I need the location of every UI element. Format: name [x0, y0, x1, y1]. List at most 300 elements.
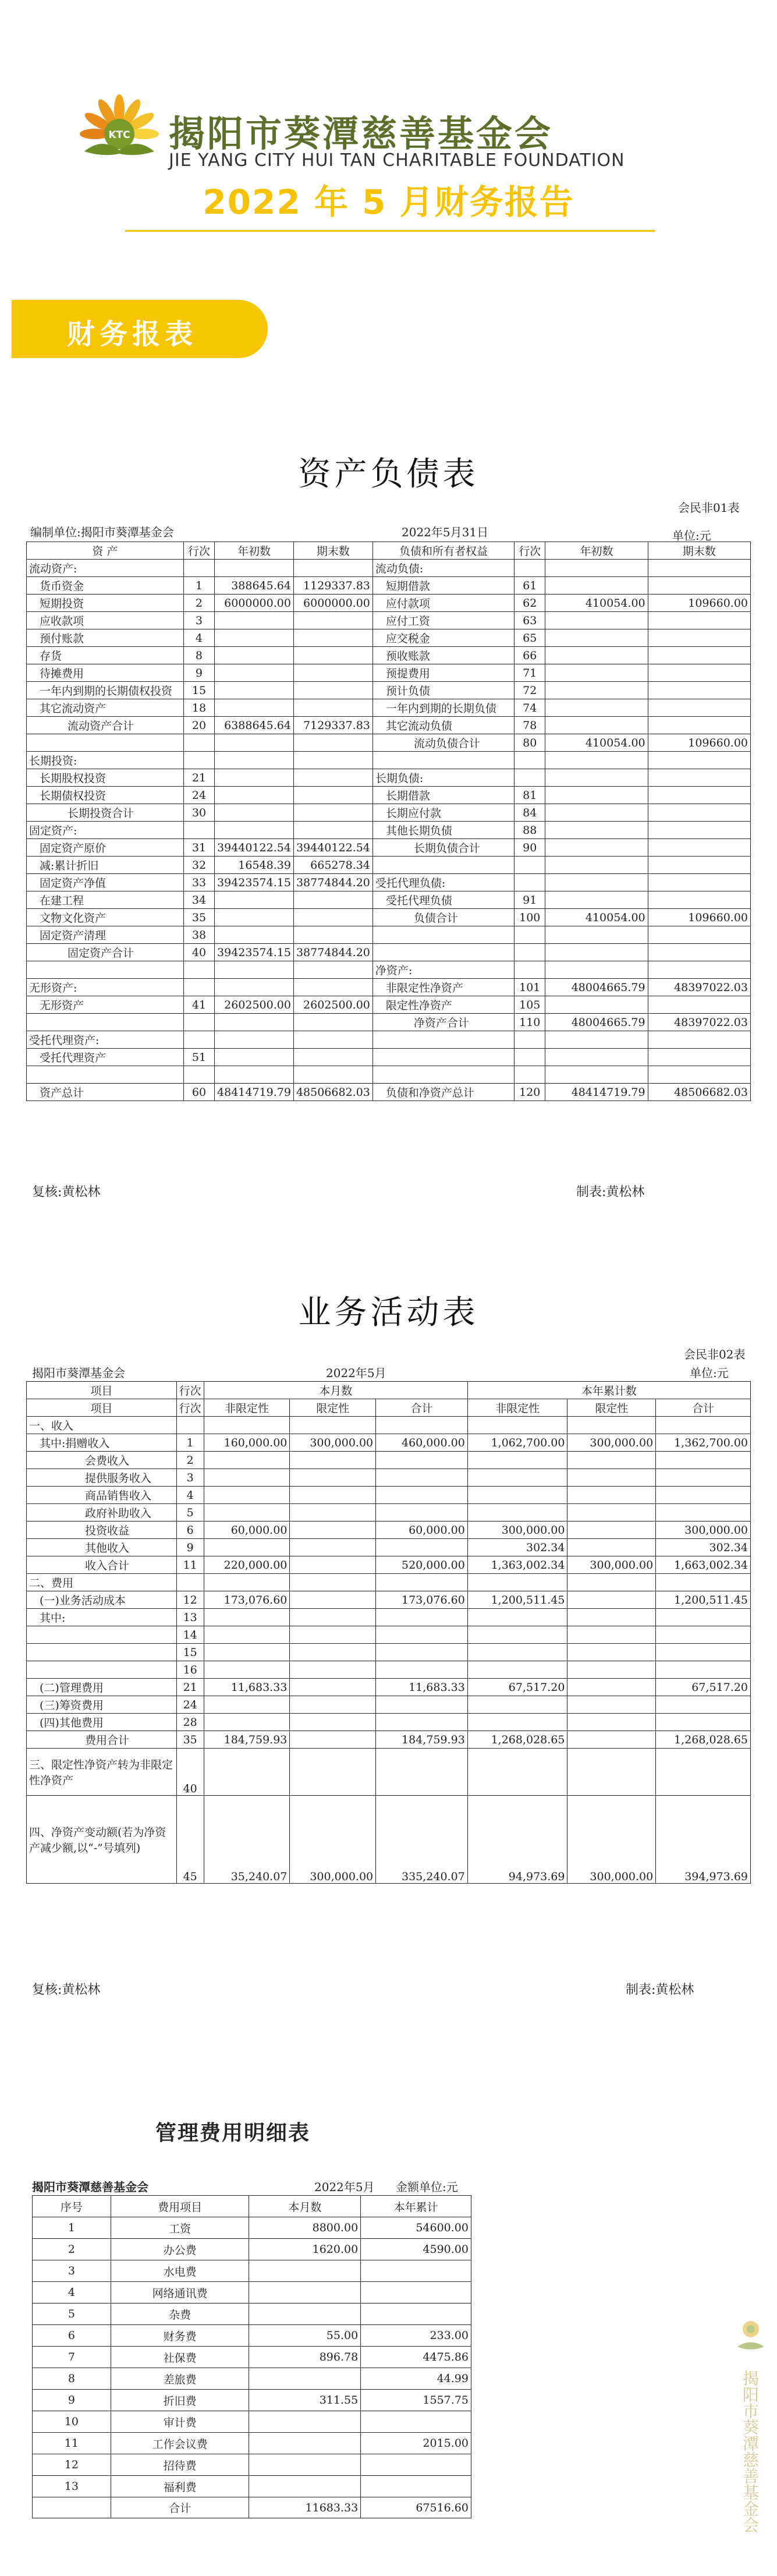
- admin-row: [33, 2347, 471, 2368]
- balance-cell: 15: [183, 682, 214, 699]
- activity-cell: [467, 1452, 567, 1469]
- balance-cell: [648, 787, 750, 804]
- balance-cell: 39423574.15: [215, 944, 294, 961]
- balance-cell: 81: [515, 787, 545, 804]
- activity-cell: 4: [176, 1487, 204, 1504]
- activity-cell: 14: [176, 1626, 204, 1644]
- balance-cell: 48004665.79: [545, 979, 648, 996]
- balance-cell: 71: [515, 664, 545, 682]
- balance-row: [27, 944, 751, 961]
- balance-cell: [648, 804, 750, 822]
- balance-cell: 38774844.20: [293, 874, 372, 891]
- activity-row: [27, 1452, 751, 1469]
- activity-cell: [204, 1417, 290, 1434]
- balance-cell: 固定资产原价: [27, 839, 184, 857]
- activity-cell: [567, 1504, 656, 1521]
- balance-cell: [515, 560, 545, 577]
- balance-cell: [648, 1049, 750, 1066]
- activity-cell: 政府补助收入: [27, 1504, 177, 1521]
- balance-header-cell: 负债和所有者权益: [372, 542, 514, 560]
- balance-row: [27, 699, 751, 717]
- activity-cell: [567, 1731, 656, 1749]
- activity-date: 2022年5月: [326, 1366, 386, 1380]
- activity-cell: 28: [176, 1714, 204, 1731]
- activity-cell: [290, 1679, 376, 1696]
- balance-cell: 9: [183, 664, 214, 682]
- activity-cell: [376, 1644, 468, 1661]
- balance-cell: 48414719.79: [215, 1084, 294, 1101]
- balance-cell: 受托代理负债:: [372, 874, 514, 891]
- logo-badge: KTC: [108, 129, 130, 141]
- activity-cell: 其中:捐赠收入: [27, 1434, 177, 1452]
- balance-cell: 39440122.54: [215, 839, 294, 857]
- admin-row: [33, 2325, 471, 2347]
- balance-cell: 32: [183, 857, 214, 874]
- balance-row: [27, 577, 751, 595]
- activity-cell: [467, 1644, 567, 1661]
- admin-cell: 10: [33, 2411, 111, 2433]
- admin-row: [33, 2476, 471, 2497]
- activity-cell: [376, 1539, 468, 1556]
- admin-cell: 折旧费: [111, 2390, 249, 2411]
- balance-cell: [215, 752, 294, 769]
- balance-cell: [545, 612, 648, 629]
- activity-cell: [290, 1731, 376, 1749]
- balance-header-cell: 年初数: [215, 542, 294, 560]
- balance-cell: [515, 1066, 545, 1084]
- balance-cell: 61: [515, 577, 545, 595]
- balance-cell: 90: [515, 839, 545, 857]
- admin-row: [33, 2368, 471, 2390]
- activity-cell: [567, 1574, 656, 1591]
- balance-sheet-table: [26, 542, 751, 1101]
- activity-cell: 520,000.00: [376, 1556, 468, 1574]
- activity-cell: [567, 1539, 656, 1556]
- balance-row: [27, 1084, 751, 1101]
- admin-cell: [249, 2282, 361, 2303]
- activity-cell: [376, 1452, 468, 1469]
- balance-cell: [545, 926, 648, 944]
- balance-header-cell: 期末数: [293, 542, 372, 560]
- balance-unit-label: 编制单位:揭阳市葵潭基金会: [30, 525, 174, 539]
- balance-cell: [515, 1031, 545, 1049]
- activity-row: [27, 1417, 751, 1434]
- balance-cell: [215, 560, 294, 577]
- activity-cell: 提供服务收入: [27, 1469, 177, 1487]
- balance-cell: 预收账款: [372, 647, 514, 664]
- balance-cell: 无形资产: [27, 996, 184, 1014]
- activity-cell: [376, 1487, 468, 1504]
- balance-cell: 110: [515, 1014, 545, 1031]
- balance-cell: 51: [183, 1049, 214, 1066]
- activity-cell: [567, 1487, 656, 1504]
- activity-cell: [376, 1714, 468, 1731]
- balance-row: [27, 891, 751, 909]
- balance-cell: [293, 909, 372, 926]
- balance-cell: [372, 1049, 514, 1066]
- balance-cell: [372, 857, 514, 874]
- activity-row: [27, 1749, 751, 1796]
- activity-cell: 11,683.33: [376, 1679, 468, 1696]
- admin-cell: [249, 2368, 361, 2390]
- activity-cell: 94,973.69: [467, 1796, 567, 1884]
- balance-cell: [183, 1014, 214, 1031]
- activity-cell: 300,000.00: [567, 1434, 656, 1452]
- admin-cell: 896.78: [249, 2347, 361, 2368]
- balance-cell: 应交税金: [372, 629, 514, 647]
- balance-cell: 40: [183, 944, 214, 961]
- balance-cell: [545, 629, 648, 647]
- activity-row: [27, 1731, 751, 1749]
- admin-cell: [249, 2433, 361, 2454]
- activity-head-line: 行次: [176, 1382, 204, 1399]
- activity-cell: 394,973.69: [656, 1796, 751, 1884]
- balance-cell: [648, 926, 750, 944]
- balance-header-cell: 行次: [515, 542, 545, 560]
- activity-cell: [290, 1696, 376, 1714]
- balance-cell: [215, 787, 294, 804]
- balance-cell: [215, 612, 294, 629]
- admin-cell: [249, 2303, 361, 2325]
- balance-cell: [545, 996, 648, 1014]
- activity-cell: 5: [176, 1504, 204, 1521]
- admin-expense-table: [32, 2195, 471, 2518]
- activity-cell: [204, 1504, 290, 1521]
- activity-cell: [376, 1469, 468, 1487]
- balance-cell: [545, 891, 648, 909]
- balance-row: [27, 629, 751, 647]
- balance-cell: 38774844.20: [293, 944, 372, 961]
- balance-header-cell: 年初数: [545, 542, 648, 560]
- balance-cell: [215, 1049, 294, 1066]
- activity-cell: [656, 1574, 751, 1591]
- balance-cell: [215, 664, 294, 682]
- activity-header-cell: 非限定性: [204, 1399, 290, 1417]
- balance-cell: [215, 822, 294, 839]
- activity-cell: 13: [176, 1609, 204, 1626]
- balance-cell: [648, 629, 750, 647]
- activity-cell: [176, 1417, 204, 1434]
- activity-cell: [567, 1626, 656, 1644]
- balance-cell: 48414719.79: [545, 1084, 648, 1101]
- activity-cell: 300,000.00: [567, 1796, 656, 1884]
- activity-cell: 1,200,511.45: [467, 1591, 567, 1609]
- activity-cell: [204, 1644, 290, 1661]
- activity-cell: [467, 1626, 567, 1644]
- admin-total-blank: [33, 2497, 111, 2518]
- balance-cell: [648, 682, 750, 699]
- balance-row: [27, 664, 751, 682]
- balance-row: [27, 1031, 751, 1049]
- activity-cell: 投资收益: [27, 1521, 177, 1539]
- activity-cell: (三)筹资费用: [27, 1696, 177, 1714]
- activity-cell: [467, 1714, 567, 1731]
- balance-cell: [545, 1031, 648, 1049]
- activity-head-item: 项目: [27, 1382, 177, 1399]
- balance-cell: 流动资产:: [27, 560, 184, 577]
- balance-cell: 18: [183, 699, 214, 717]
- activity-cell: 173,076.60: [204, 1591, 290, 1609]
- balance-cell: [515, 961, 545, 979]
- balance-cell: 2602500.00: [215, 996, 294, 1014]
- balance-cell: 1: [183, 577, 214, 595]
- balance-cell: 固定资产净值: [27, 874, 184, 891]
- admin-cell: 9: [33, 2390, 111, 2411]
- admin-cell: [361, 2411, 471, 2433]
- section-title: 财务报表: [67, 318, 198, 351]
- balance-cell: 长期应付款: [372, 804, 514, 822]
- activity-cell: [376, 1574, 468, 1591]
- balance-cell: 非限定性净资产: [372, 979, 514, 996]
- admin-cell: 1: [33, 2217, 111, 2239]
- activity-cell: [290, 1487, 376, 1504]
- admin-cell: [249, 2454, 361, 2476]
- balance-cell: 62: [515, 595, 545, 612]
- activity-cell: 1,663,002.34: [656, 1556, 751, 1574]
- admin-cell: 1557.75: [361, 2390, 471, 2411]
- activity-cell: 220,000.00: [204, 1556, 290, 1574]
- activity-cell: [567, 1696, 656, 1714]
- activity-cell: [467, 1504, 567, 1521]
- balance-cell: 20: [183, 717, 214, 734]
- balance-cell: [545, 577, 648, 595]
- balance-cell: [293, 822, 372, 839]
- activity-header-cell: 行次: [176, 1399, 204, 1417]
- activity-cell: [290, 1504, 376, 1521]
- activity-cell: 3: [176, 1469, 204, 1487]
- balance-cell: [293, 734, 372, 752]
- admin-cell: 11: [33, 2433, 111, 2454]
- balance-cell: 文物文化资产: [27, 909, 184, 926]
- balance-sheet-title: 资产负债表: [298, 455, 479, 493]
- activity-cell: [467, 1696, 567, 1714]
- org-name: 揭阳市葵潭慈善基金会: [169, 112, 554, 155]
- activity-cell: [467, 1609, 567, 1626]
- balance-cell: 16548.39: [215, 857, 294, 874]
- balance-cell: [372, 752, 514, 769]
- admin-currency: 金额单位:元: [396, 2180, 458, 2194]
- balance-row: [27, 857, 751, 874]
- balance-row: [27, 769, 751, 787]
- activity-unit-label: 揭阳市葵潭基金会: [32, 1366, 125, 1380]
- balance-cell: [293, 647, 372, 664]
- activity-cell: 四、净资产变动额(若为净资产减少额,以“-”号填列): [27, 1796, 177, 1884]
- activity-row: [27, 1626, 751, 1644]
- balance-cell: [648, 944, 750, 961]
- admin-row: [33, 2260, 471, 2282]
- balance-cell: 净资产:: [372, 961, 514, 979]
- admin-row: [33, 2303, 471, 2325]
- balance-cell: 48506682.03: [293, 1084, 372, 1101]
- admin-cell: 1620.00: [249, 2239, 361, 2260]
- admin-total-year: 67516.60: [361, 2497, 471, 2518]
- activity-cell: [567, 1469, 656, 1487]
- balance-cell: 长期负债:: [372, 769, 514, 787]
- activity-cell: 三、限定性净资产转为非限定性净资产: [27, 1749, 177, 1796]
- balance-row: [27, 804, 751, 822]
- admin-cell: 6: [33, 2325, 111, 2347]
- activity-cell: 300,000.00: [290, 1434, 376, 1452]
- balance-cell: [215, 909, 294, 926]
- activity-cell: 67,517.20: [656, 1679, 751, 1696]
- balance-cell: 限定性净资产: [372, 996, 514, 1014]
- activity-header-cell: 合计: [376, 1399, 468, 1417]
- balance-cell: 30: [183, 804, 214, 822]
- watermark-logo-icon: [736, 2306, 765, 2364]
- activity-cell: [290, 1521, 376, 1539]
- admin-cell: 工作会议费: [111, 2433, 249, 2454]
- admin-cell: 网络通讯费: [111, 2282, 249, 2303]
- activity-header-cell: 非限定性: [467, 1399, 567, 1417]
- balance-cell: 长期借款: [372, 787, 514, 804]
- activity-row: [27, 1487, 751, 1504]
- activity-row: [27, 1469, 751, 1487]
- activity-row: [27, 1679, 751, 1696]
- balance-cell: [648, 664, 750, 682]
- balance-cell: 减:累计折旧: [27, 857, 184, 874]
- balance-cell: 应收款项: [27, 612, 184, 629]
- balance-cell: [293, 1014, 372, 1031]
- activity-cell: 302.34: [656, 1539, 751, 1556]
- balance-row: [27, 560, 751, 577]
- activity-cell: [656, 1417, 751, 1434]
- activity-cell: [290, 1574, 376, 1591]
- activity-cell: [376, 1504, 468, 1521]
- activity-cell: [290, 1417, 376, 1434]
- balance-cell: [648, 996, 750, 1014]
- balance-cell: [648, 647, 750, 664]
- activity-cell: 1,363,002.34: [467, 1556, 567, 1574]
- activity-cell: (二)管理费用: [27, 1679, 177, 1696]
- activity-cell: 费用合计: [27, 1731, 177, 1749]
- activity-cell: [204, 1469, 290, 1487]
- balance-cell: 100: [515, 909, 545, 926]
- activity-row: [27, 1504, 751, 1521]
- balance-row: [27, 1014, 751, 1031]
- balance-cell: [515, 857, 545, 874]
- foundation-logo: [76, 87, 163, 175]
- balance-cell: 39440122.54: [293, 839, 372, 857]
- balance-cell: [293, 961, 372, 979]
- activity-row: [27, 1644, 751, 1661]
- admin-row: [33, 2433, 471, 2454]
- balance-cell: 待摊费用: [27, 664, 184, 682]
- activity-cell: [656, 1609, 751, 1626]
- balance-cell: [27, 734, 184, 752]
- balance-cell: [545, 1066, 648, 1084]
- activity-cell: 11: [176, 1556, 204, 1574]
- balance-cell: 预提费用: [372, 664, 514, 682]
- balance-cell: [293, 891, 372, 909]
- activity-cell: [567, 1714, 656, 1731]
- activity-cell: [376, 1696, 468, 1714]
- balance-cell: 7129337.83: [293, 717, 372, 734]
- admin-cell: 4590.00: [361, 2239, 471, 2260]
- activity-cell: [567, 1644, 656, 1661]
- balance-cell: 净资产合计: [372, 1014, 514, 1031]
- balance-cell: [215, 699, 294, 717]
- activity-header-cell: 项目: [27, 1399, 177, 1417]
- balance-cell: [215, 769, 294, 787]
- balance-cell: [648, 1031, 750, 1049]
- balance-cell: 4: [183, 629, 214, 647]
- activity-cell: [27, 1644, 177, 1661]
- balance-cell: [372, 944, 514, 961]
- admin-cell: 杂费: [111, 2303, 249, 2325]
- balance-header-cell: 期末数: [648, 542, 750, 560]
- admin-total-month: 11683.33: [249, 2497, 361, 2518]
- balance-preparer: 制表:黄松林: [576, 1185, 645, 1199]
- balance-cell: [545, 822, 648, 839]
- balance-cell: 6000000.00: [293, 595, 372, 612]
- activity-preparer: 制表:黄松林: [626, 1983, 694, 1997]
- balance-cell: [545, 804, 648, 822]
- activity-cell: [176, 1574, 204, 1591]
- balance-cell: [183, 979, 214, 996]
- activity-cell: 160,000.00: [204, 1434, 290, 1452]
- balance-cell: [648, 752, 750, 769]
- balance-cell: 其它流动负债: [372, 717, 514, 734]
- balance-cell: [545, 857, 648, 874]
- balance-cell: [515, 1049, 545, 1066]
- balance-row: [27, 822, 751, 839]
- balance-cell: [648, 699, 750, 717]
- balance-cell: 流动资产合计: [27, 717, 184, 734]
- balance-cell: [545, 787, 648, 804]
- activity-cell: [376, 1661, 468, 1679]
- balance-cell: [183, 822, 214, 839]
- admin-cell: 财务费: [111, 2325, 249, 2347]
- balance-cell: 41: [183, 996, 214, 1014]
- activity-cell: [376, 1417, 468, 1434]
- activity-cell: 60,000.00: [204, 1521, 290, 1539]
- activity-cell: [204, 1749, 290, 1796]
- activity-cell: [376, 1609, 468, 1626]
- admin-cell: 4: [33, 2282, 111, 2303]
- balance-row: [27, 1049, 751, 1066]
- activity-cell: 184,759.93: [204, 1731, 290, 1749]
- balance-cell: [515, 944, 545, 961]
- admin-cell: [249, 2411, 361, 2433]
- balance-row: [27, 612, 751, 629]
- activity-cell: [290, 1609, 376, 1626]
- balance-cell: 109660.00: [648, 734, 750, 752]
- balance-cell: 35: [183, 909, 214, 926]
- activity-header-cell: 限定性: [290, 1399, 376, 1417]
- activity-cell: [467, 1661, 567, 1679]
- activity-cell: [290, 1749, 376, 1796]
- balance-cell: 负债和净资产总计: [372, 1084, 514, 1101]
- activity-cell: [656, 1452, 751, 1469]
- activity-cell: 11,683.33: [204, 1679, 290, 1696]
- balance-cell: 一年内到期的长期负债: [372, 699, 514, 717]
- admin-cell: 8800.00: [249, 2217, 361, 2239]
- admin-cell: 4475.86: [361, 2347, 471, 2368]
- balance-cell: 91: [515, 891, 545, 909]
- activity-cell: [290, 1556, 376, 1574]
- balance-cell: 存货: [27, 647, 184, 664]
- balance-cell: 38: [183, 926, 214, 944]
- admin-cell: 差旅费: [111, 2368, 249, 2390]
- balance-cell: [215, 804, 294, 822]
- activity-cell: 12: [176, 1591, 204, 1609]
- balance-cell: [215, 629, 294, 647]
- activity-cell: 16: [176, 1661, 204, 1679]
- activity-cell: [567, 1591, 656, 1609]
- balance-cell: [372, 1066, 514, 1084]
- balance-cell: [293, 979, 372, 996]
- balance-cell: 其他长期负债: [372, 822, 514, 839]
